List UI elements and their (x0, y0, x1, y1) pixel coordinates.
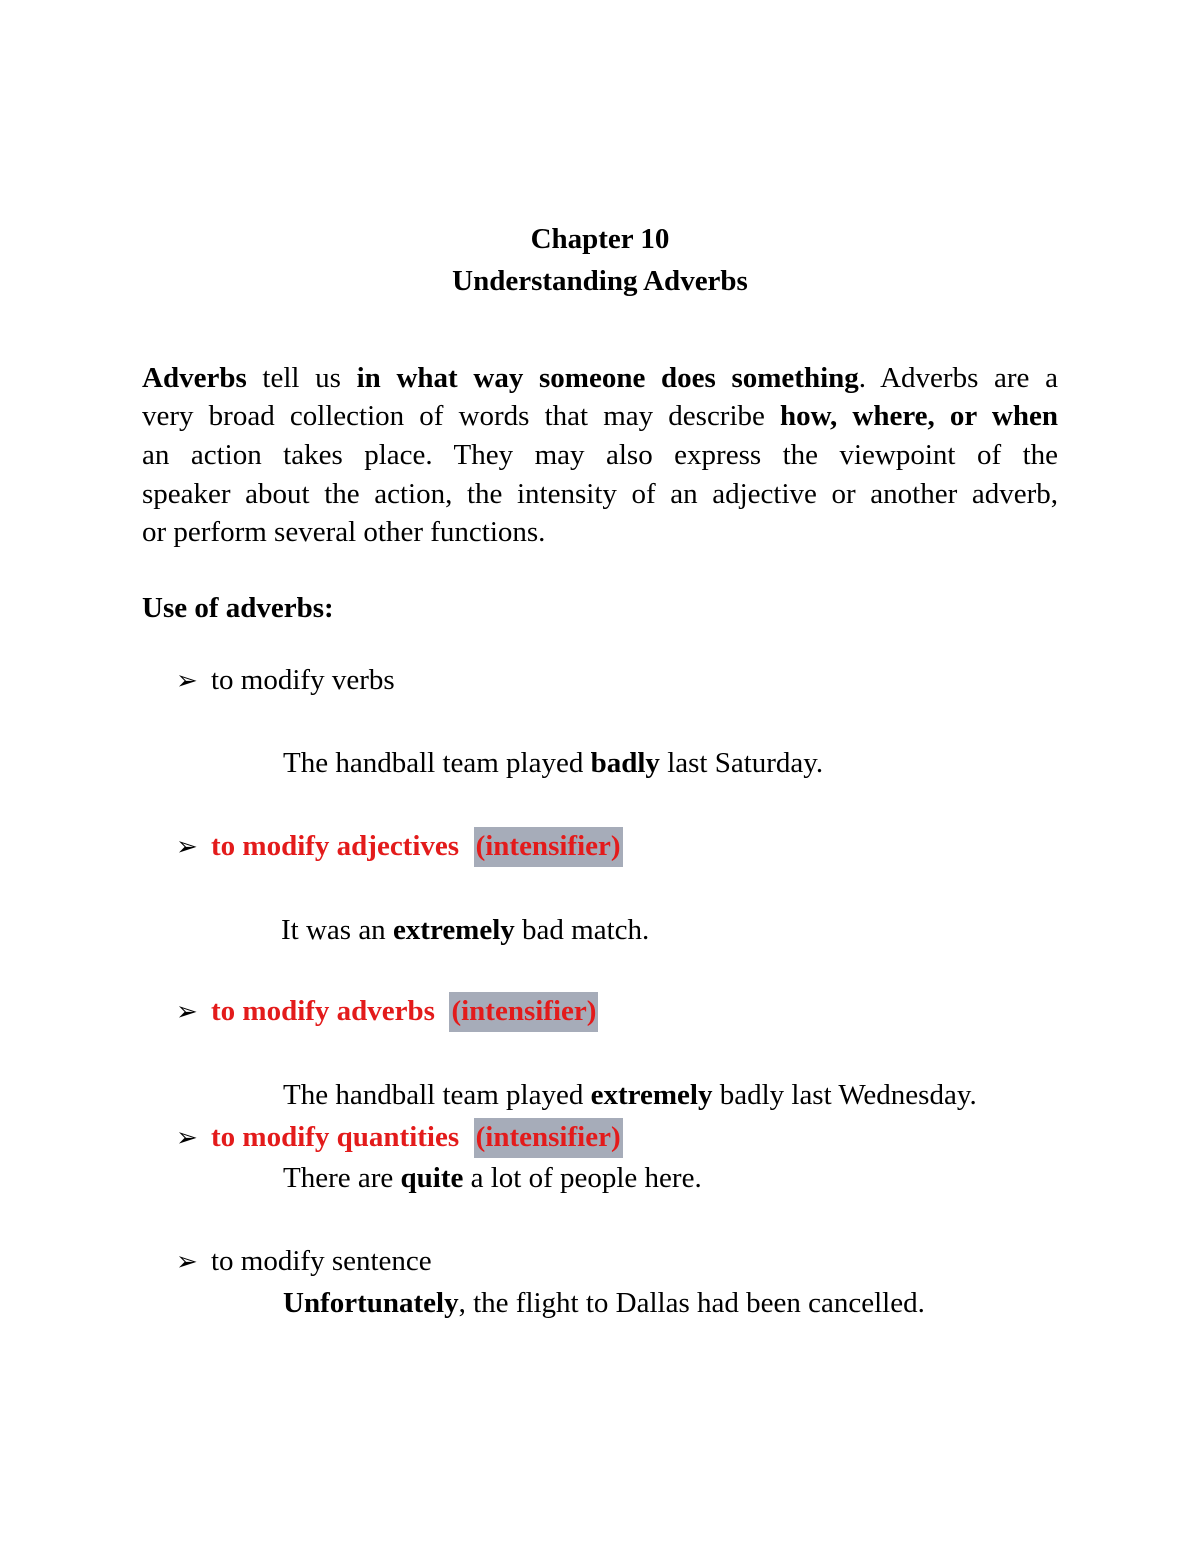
example-sentence (283, 1081, 977, 1110)
intro-keywords: how, where, or when (780, 400, 1058, 432)
example-text: a lot of people here. (463, 1162, 702, 1194)
use-item-sentence (176, 1247, 432, 1276)
example-text: last Saturday. (659, 747, 824, 779)
example-sentence (283, 749, 823, 778)
example-adverb: badly (590, 747, 660, 779)
arrow-bullet-icon: ➢ (176, 666, 198, 696)
intro-line-1 (142, 364, 1058, 393)
use-item-adjectives (176, 832, 623, 861)
example-sentence (283, 1164, 702, 1193)
example-text: It was an (281, 914, 393, 946)
intro-phrase: in what way someone does something (356, 362, 859, 394)
use-item-adverbs (176, 997, 598, 1026)
example-text: , the flight to Dallas had been cancelled. (458, 1287, 925, 1319)
chapter-title: Understanding Adverbs (452, 265, 748, 297)
intro-text: very broad collection of words that may describe (142, 400, 781, 432)
use-label: to modify adjectives (211, 830, 460, 862)
use-item-verbs (176, 666, 395, 695)
example-adverb: quite (400, 1162, 464, 1194)
intro-term: Adverbs (142, 362, 247, 394)
example-adverb: extremely (590, 1079, 713, 1111)
chapter-number: Chapter 10 (530, 223, 670, 255)
intensifier-tag: (intensifier) (474, 1118, 623, 1158)
intro-text: tell us (246, 362, 357, 394)
use-label: to modify quantities (211, 1121, 460, 1153)
example-text: bad match. (514, 914, 650, 946)
example-text: The handball team played (283, 1079, 591, 1111)
arrow-bullet-icon: ➢ (176, 832, 198, 862)
use-item-quantities (176, 1123, 623, 1152)
intro-line-5: or perform several other functions. (142, 516, 546, 548)
intensifier-tag: (intensifier) (449, 992, 598, 1032)
example-sentence (283, 1289, 925, 1318)
use-label: to modify adverbs (211, 995, 435, 1027)
arrow-bullet-icon: ➢ (176, 1123, 198, 1153)
example-text: There are (283, 1162, 401, 1194)
use-label: to modify verbs (211, 664, 395, 696)
example-text: badly last Wednesday. (712, 1079, 977, 1111)
example-adverb: Unfortunately (283, 1287, 459, 1319)
example-text: The handball team played (283, 747, 591, 779)
intro-line-3: an action takes place. They may also express the viewpoint of the (142, 439, 1058, 471)
arrow-bullet-icon: ➢ (176, 997, 198, 1027)
example-sentence (281, 916, 649, 945)
intro-line-4: speaker about the action, the intensity of an adjective or another adverb, (142, 478, 1058, 510)
use-label: to modify sentence (211, 1245, 432, 1277)
example-adverb: extremely (392, 914, 515, 946)
uses-heading: Use of adverbs: (142, 592, 334, 624)
intensifier-tag: (intensifier) (474, 827, 623, 867)
intro-text: . Adverbs are a (858, 362, 1058, 394)
arrow-bullet-icon: ➢ (176, 1247, 198, 1277)
intro-line-2 (142, 402, 1058, 431)
